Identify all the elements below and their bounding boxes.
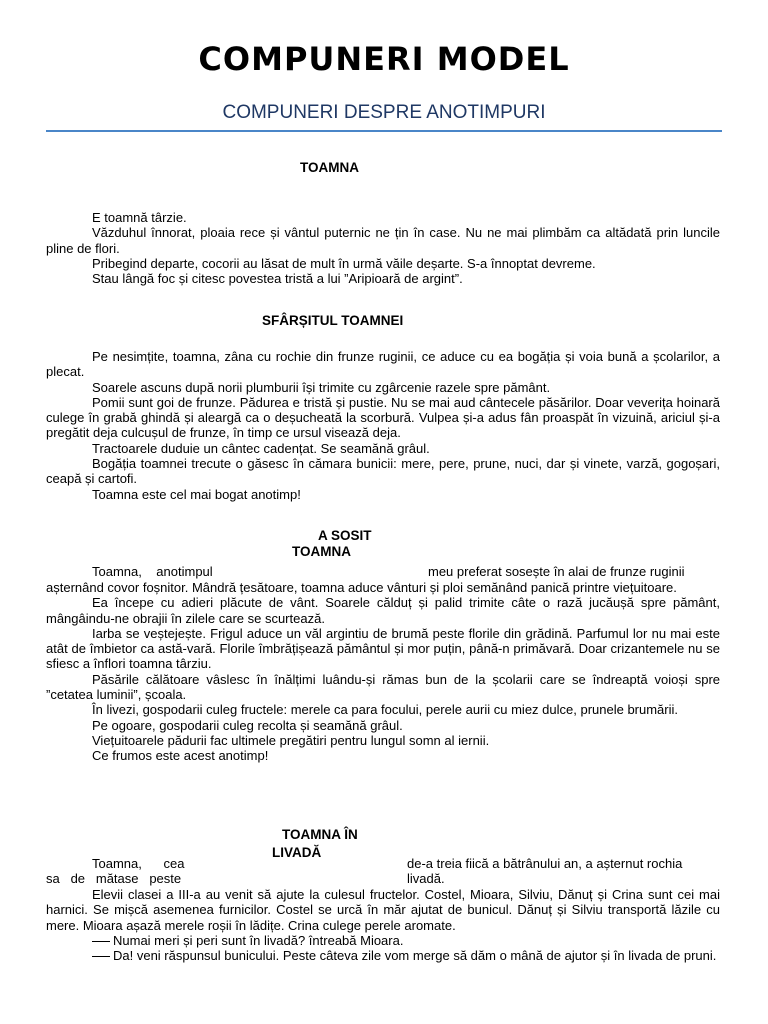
section-body-sfarsitul-toamnei [46, 349, 720, 502]
header-divider [46, 130, 722, 132]
section-heading-sfarsitul-toamnei: SFÂRȘITUL TOAMNEI [262, 313, 404, 328]
paragraph: Bogăția toamnei trecute o găsesc în cămara bunicii: mere, pere, prune, nuci, dar și vinete, varză, gogoșari, ceapă și cartofi. [46, 456, 720, 487]
paragraph: Elevii clasei a III-a au venit să ajute la culesul fructelor. Costel, Mioara, Silviu, Dănuț și Crina sunt cei mai harnici. Se mișcă asemenea furnicilor. Costel se urcă în măr ajutat de bunicul. Dănuț și Silviu transportă lăzile cu mere. Mioara așază merele roșii în lădițe. Crina culege perele aromate. [46, 887, 720, 933]
dialogue-line [46, 948, 720, 963]
dialogue-text: Numai meri și peri sunt în livadă? întreabă Mioara. [113, 932, 404, 948]
paragraph: În livezi, gospodarii culeg fructele: merele ca para focului, perele aurii cu miez dulce, prunele brumării. [92, 702, 679, 718]
dialogue-text: Da! veni răspunsul bunicului. Peste câteva zile vom merge să dăm o mână de ajutor și în livada de pruni. [113, 948, 717, 964]
paragraph: Soarele ascuns după norii plumburii își trimite cu zgârcenie razele spre pământ. [92, 379, 551, 395]
intro-fragment-right: livadă. [407, 871, 445, 886]
intro-fragment-right: de-a treia fiică a bătrânului an, a așternut rochia [407, 856, 683, 871]
paragraph: Pe nesimțite, toamna, zâna cu rochie din frunze ruginii, ce aduce cu ea bogăția și voia bună a școlarilor, a plecat. [46, 349, 720, 380]
paragraph: Pribegind departe, cocorii au lăsat de mult în urmă văile deșarte. S-a înnoptat devreme. [92, 255, 596, 271]
section-body-toamna [46, 210, 720, 286]
paragraph: Păsările călătoare vâslesc în înălțimi luându-și rămas bun de la școlarii care se îndreaptă voioși spre ”cetatea luminii”, școala. [46, 671, 720, 703]
section-heading-livada-line1: TOAMNA ÎN [282, 827, 358, 842]
section-heading-a-sosit-line2: TOAMNA [292, 544, 351, 559]
paragraph: Pomii sunt goi de frunze. Pădurea e tristă și pustie. Nu se mai aud cântecele păsărilor. Doar veverița hoinară culege în grabă ghindă și aleargă ca o deșucheată la scorbură. Vulpea și-a adus fân proaspăt în vizuină, ariciul și-a pregătit deja culcușul de frunze, în timp ce ursul visează deja. [46, 394, 720, 441]
paragraph: Stau lângă foc și citesc povestea tristă a lui ”Aripioară de argint”. [92, 271, 463, 287]
intro-fragment-left: Toamna, anotimpul [92, 564, 213, 579]
dialogue-line [46, 933, 720, 948]
intro-fragment-right: meu preferat sosește în alai de frunze ruginii [428, 564, 685, 579]
paragraph: așternând covor foșnitor. Mândră țesătoare, toamna aduce vânturi și ploi semănând panică printre viețuitoare. [46, 580, 677, 595]
paragraph: Văzduhul înnorat, ploaia rece și vântul puternic ne țin în case. Nu ne mai plimbăm ca altădată prin luncile pline de flori. [46, 225, 720, 256]
paragraph: Ea începe cu adieri plăcute de vânt. Soarele călduț și palid trimite câte o rază jucăușă spre pământ, mângâindu-ne obrajii în zilele care se scurtează. [46, 595, 720, 626]
section-body-a-sosit [46, 580, 720, 764]
paragraph: Iarba se veștejește. Frigul aduce un văl argintiu de brumă peste florile din grădină. Parfumul lor nu mai este atât de îmbietor ca astă-vară. Florile îmbrățișează pământul și mor puțin, până-n primăvară. Doar crizantemele nu se sfiesc a înflori toamna târziu. [46, 625, 720, 672]
intro-fragment-left: sa de mătase peste [46, 871, 182, 886]
section-heading-livada-line2: LIVADĂ [272, 845, 322, 860]
paragraph: Toamna este cel mai bogat anotimp! [92, 486, 301, 502]
page-title: COMPUNERI MODEL [198, 40, 570, 78]
section-heading-a-sosit-line1: A SOSIT [318, 528, 372, 543]
paragraph: Viețuitoarele pădurii fac ultimele pregătiri pentru lungul somn al iernii. [92, 732, 490, 748]
section-body-livada [46, 887, 720, 963]
paragraph: E toamnă târzie. [92, 210, 187, 225]
page-subtitle: COMPUNERI DESPRE ANOTIMPURI [222, 102, 546, 123]
dialogue-dash [92, 956, 110, 957]
paragraph: Tractoarele duduie un cântec cadențat. Se seamănă grâul. [92, 440, 430, 456]
paragraph: Ce frumos este acest anotimp! [92, 748, 269, 764]
intro-fragment-left: Toamna, cea [92, 856, 185, 871]
dialogue-dash [92, 941, 110, 942]
paragraph: Pe ogoare, gospodarii culeg recolta și seamănă grâul. [92, 717, 403, 733]
section-heading-toamna: TOAMNA [300, 160, 359, 175]
